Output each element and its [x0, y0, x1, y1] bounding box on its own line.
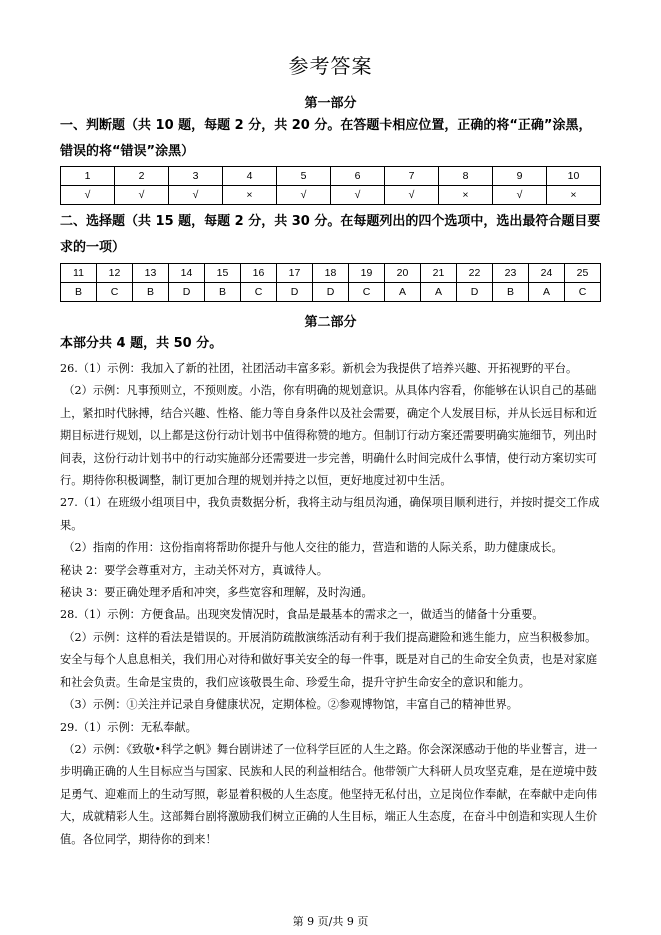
table2-answer-cell: A [529, 283, 565, 302]
table2-number-cell: 12 [97, 264, 133, 283]
table2-number-cell: 16 [241, 264, 277, 283]
table1-number-cell: 5 [277, 167, 331, 186]
table2-number-cell: 18 [313, 264, 349, 283]
table2-number-cell: 19 [349, 264, 385, 283]
table2-number-cell: 25 [565, 264, 601, 283]
table2-number-cell: 15 [205, 264, 241, 283]
table2-answer-cell: D [277, 283, 313, 302]
answer-paragraph: 26.（1）示例：我加入了新的社团，社团活动丰富多彩。新机会为我提供了培养兴趣、开拓视野的平台。 [60, 362, 578, 375]
table1-number-cell: 3 [169, 167, 223, 186]
table2-answer-row [61, 283, 601, 302]
section2-heading-line1: 二、选择题（共 15 题，每题 2 分，共 30 分。在每题列出的四个选项中，选出最符合题目要 [60, 214, 601, 229]
choice-answer-table [60, 263, 601, 302]
table2-number-cell: 22 [457, 264, 493, 283]
table1-number-cell: 2 [115, 167, 169, 186]
table2-number-row [61, 264, 601, 283]
page-footer: 第 9 页/共 9 页 [292, 915, 369, 928]
table1-number-row [61, 167, 601, 186]
table1-answer-cell: √ [493, 186, 547, 205]
table2-answer-cell: A [385, 283, 421, 302]
page-title: 参考答案 [288, 54, 373, 78]
table1-answer-cell: × [223, 186, 277, 205]
table1-answer-cell: √ [115, 186, 169, 205]
table2-number-cell: 24 [529, 264, 565, 283]
table2-number-cell: 11 [61, 264, 97, 283]
table2-number-cell: 13 [133, 264, 169, 283]
table1-answer-cell: × [547, 186, 601, 205]
table2-number-cell: 17 [277, 264, 313, 283]
section1-heading-line1: 一、判断题（共 10 题，每题 2 分，共 20 分。在答题卡相应位置，正确的将“正确”涂黑， [60, 118, 592, 133]
section1-heading [60, 113, 620, 165]
table2-answer-cell: D [457, 283, 493, 302]
answer-paragraph: 29.（1）示例：无私奉献。 [60, 720, 197, 734]
table2-answer-cell: B [61, 283, 97, 302]
table2-answer-cell: B [205, 283, 241, 302]
table2-answer-cell: D [313, 283, 349, 302]
table1-number-cell: 6 [331, 167, 385, 186]
part2-intro: 本部分共 4 题，共 50 分。 [60, 336, 223, 351]
judgment-answer-table [60, 166, 601, 205]
table1-answer-cell: √ [169, 186, 223, 205]
section2-heading [60, 209, 620, 261]
table1-number-cell: 9 [493, 167, 547, 186]
table1-number-cell: 10 [547, 167, 601, 186]
part2-heading: 第二部分 [304, 315, 357, 330]
answer-body [60, 358, 601, 851]
answer-paragraph: 27.（1）在班级小组项目中，我负责数据分析，我将主动与组员沟通，确保项目顺利进行，并按时提交工作成果。 [60, 496, 600, 532]
table2-answer-cell: C [97, 283, 133, 302]
table2-answer-cell: C [241, 283, 277, 302]
answer-paragraph: （2）指南的作用：这份指南将帮助你提升与他人交往的能力，营造和谐的人际关系，助力健康成长。 [63, 541, 563, 555]
table2-answer-cell: A [421, 283, 457, 302]
section1-heading-line2: 错误的将“错误”涂黑） [60, 144, 195, 159]
answer-paragraph: 28.（1）示例：方便食品。出现突发情况时，食品是最基本的需求之一，做适当的储备十分重要。 [60, 608, 544, 622]
table2-answer-cell: C [349, 283, 385, 302]
table2-number-cell: 23 [493, 264, 529, 283]
table1-number-cell: 4 [223, 167, 277, 186]
table2-answer-cell: B [133, 283, 169, 302]
table1-answer-row [61, 186, 601, 205]
table2-answer-cell: B [493, 283, 529, 302]
answer-paragraph: 秘诀 2：要学会尊重对方，主动关怀对方，真诚待人。 [60, 563, 328, 577]
table2-answer-cell: D [169, 283, 205, 302]
answer-paragraph: （2）示例：凡事预则立，不预则废。小浩，你有明确的规划意识。从具体内容看，你能够在认识自己的基础上，紧扣时代脉搏，结合兴趣、性格、能力等自身条件以及社会需要，确定个人发展目标，并从长远目标和近期目标进行规划，以上都是这份行动计划书中值得称赞的地方。但制订行动方案还需要明确实施细节，列出时间表，这份行动计划书中的行动实施部分还需要进一步完善，明确什么时间完成什么事情，使行动方案切实可行。期待你积极调整，制订更加合理的规划并持之以恒，更好地度过初中生活。 [60, 384, 598, 488]
table1-number-cell: 7 [385, 167, 439, 186]
table2-number-cell: 21 [421, 264, 457, 283]
table2-number-cell: 14 [169, 264, 205, 283]
table1-answer-cell: √ [385, 186, 439, 205]
table1-answer-cell: × [439, 186, 493, 205]
table1-answer-cell: √ [331, 186, 385, 205]
table1-answer-cell: √ [277, 186, 331, 205]
table2-answer-cell: C [565, 283, 601, 302]
section2-heading-line2: 求的一项） [60, 240, 126, 255]
part1-heading: 第一部分 [304, 96, 357, 111]
table2-number-cell: 20 [385, 264, 421, 283]
table1-answer-cell: √ [61, 186, 115, 205]
answer-paragraph: （2）示例：《致敬•科学之帆》舞台剧讲述了一位科学巨匠的人生之路。你会深深感动于他的毕业誓言，进一步明确正确的人生目标应当与国家、民族和人民的利益相结合。他带领广大科研人员攻坚克难，是在逆境中鼓足勇气、迎难而上的生动写照，彰显着积极的人生态度。他坚持无私付出，立足岗位作奉献，在奉献中走向伟大，成就精彩人生。这部舞台剧将激励我们树立正确的人生目标，端正人生态度，在奋斗中创造和实现人生价值。各位同学，期待你的到来！ [60, 742, 598, 846]
answer-paragraph: （3）示例：①关注并记录自身健康状况，定期体检。②参观博物馆，丰富自己的精神世界。 [63, 698, 518, 712]
table1-number-cell: 8 [439, 167, 493, 186]
answer-paragraph: 秘诀 3：要正确处理矛盾和冲突，多些宽容和理解，及时沟通。 [60, 586, 373, 600]
answer-paragraph: （2）示例：这样的看法是错误的。开展消防疏散演练活动有利于我们提高避险和逃生能力，应当积极参加。安全与每个人息息相关，我们用心对待和做好事关安全的每一件事，既是对自己的生命安全负责，也是对家庭和社会负责。生命是宝贵的，我们应该敬畏生命、珍爱生命，提升守护生命安全的意识和能力。 [60, 630, 598, 689]
table1-number-cell: 1 [61, 167, 115, 186]
